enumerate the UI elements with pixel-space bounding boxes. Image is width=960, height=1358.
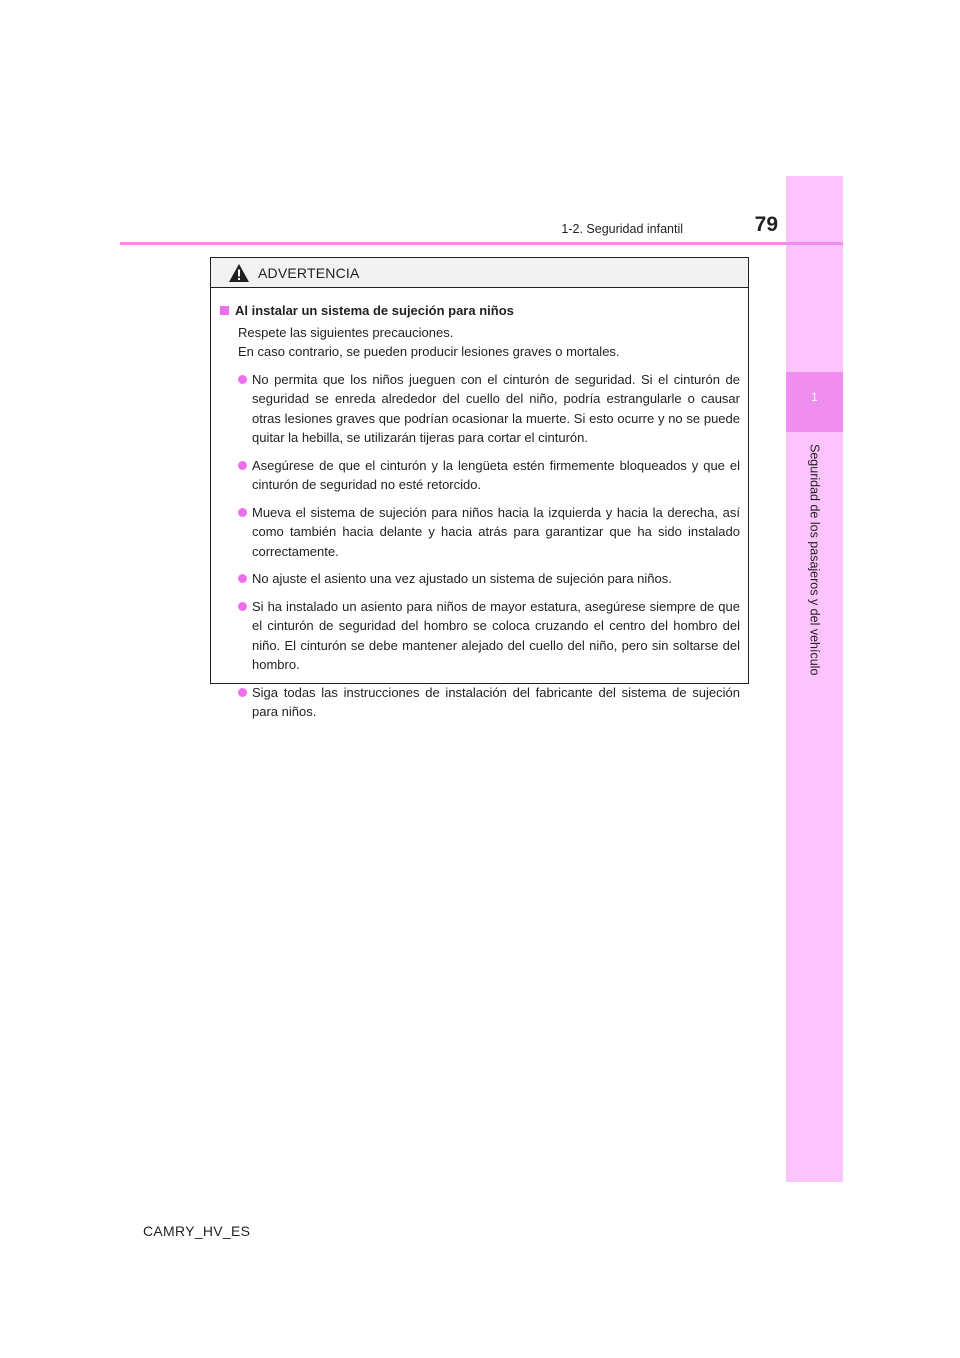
list-item [219,683,740,722]
warning-heading-text: Al instalar un sistema de sujeción para niños [235,303,514,318]
warning-body [211,288,748,722]
warning-title: ADVERTENCIA [258,264,360,281]
list-item-text: No permita que los niños jueguen con el cinturón de seguridad. Si el cinturón de seguridad se enreda alrededor del cuello del niño, podría estrangularle o causar otras lesiones graves que podrían ocasionar la muerte. Si esto ocurre y no se puede quitar la hebilla, se utilizarán tijeras para cortar el cinturón. [252,371,740,445]
list-item-text: Si ha instalado un asiento para niños de mayor estatura, asegúrese siempre de que el cinturón de seguridad del hombro se coloca cruzando el centro del hombro del niño. El cinturón se debe mantener alejado del cuello del niño, pero sin soltarse del hombro. [252,598,740,672]
list-item [219,569,740,589]
intro-line: En caso contrario, se pueden producir lesiones graves o mortales. [238,344,620,359]
list-item-text: Mueva el sistema de sujeción para niños hacia la izquierda y hacia la derecha, así como también hacia delante y hacia atrás para garantizar que ha sido instalado correctamente. [252,504,740,559]
list-item [219,370,740,448]
model-code: CAMRY_HV_ES [143,1223,251,1239]
list-item-text: Asegúrese de que el cinturón y la lengüeta estén firmemente bloqueados y que el cinturón de seguridad no esté retorcido. [252,457,740,492]
header-divider [120,242,843,245]
list-item-text: No ajuste el asiento una vez ajustado un sistema de sujeción para niños. [252,571,672,586]
bullet-dot-icon [238,375,247,384]
list-item-text: Siga todas las instrucciones de instalación del fabricante del sistema de sujeción para niños. [252,684,740,719]
chapter-title-vertical [786,440,843,680]
bullet-dot-icon [238,688,247,697]
warning-heading [219,301,740,321]
list-item [219,456,740,495]
chapter-number: 1 [811,390,818,404]
square-bullet-icon [220,306,229,315]
warning-header [211,258,748,288]
bullet-dot-icon [238,602,247,611]
bullet-dot-icon [238,461,247,470]
list-item [219,597,740,675]
chapter-title-text: Seguridad de los pasajeros y del vehículo [807,444,822,676]
warning-box [210,257,749,719]
page-number: 79 [754,213,778,236]
bullet-dot-icon [238,508,247,517]
list-item [219,503,740,562]
section-title: 1-2. Seguridad infantil [561,222,683,236]
warning-triangle-icon [228,263,250,283]
intro-line: Respete las siguientes precauciones. [238,324,454,340]
bullet-dot-icon [238,574,247,583]
